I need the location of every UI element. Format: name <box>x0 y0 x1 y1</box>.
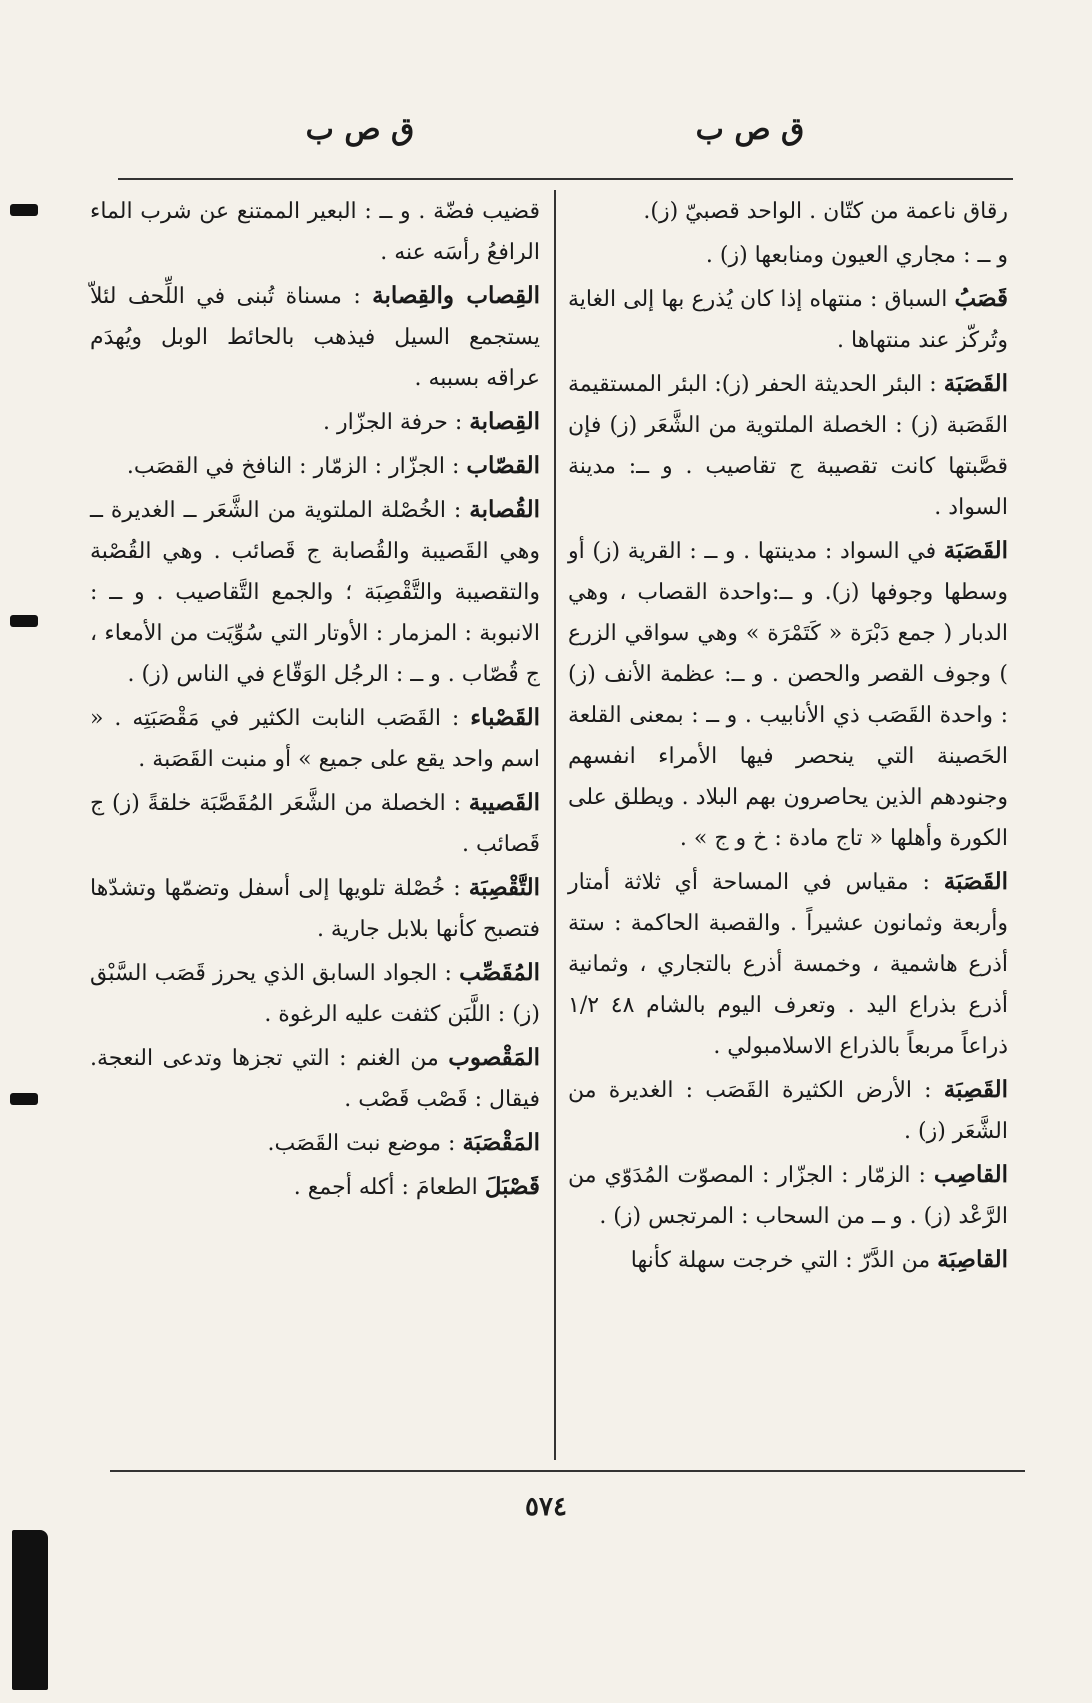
page-header <box>0 112 1092 162</box>
headword: القُصابة <box>469 496 540 523</box>
right-column <box>568 190 1008 1460</box>
entry <box>90 489 540 695</box>
headword: القَصيبة <box>468 789 540 816</box>
top-rule <box>118 178 1013 180</box>
headword: المُقَصِّب <box>459 959 540 986</box>
definition: : القَصَب النابت الكثير في مَقْصَبَتِه . « اسم واحد يقع على جميع » أو منبت القَصَبة . <box>90 706 540 772</box>
entry <box>90 1122 540 1164</box>
entry <box>90 782 540 865</box>
definition: : حرفة الجزّار . <box>322 410 470 435</box>
entry <box>568 363 1008 528</box>
bottom-rule <box>110 1470 1025 1472</box>
headword: التَّقْصِبَة <box>468 874 540 901</box>
entry <box>90 445 540 487</box>
entry <box>568 1154 1008 1237</box>
left-column <box>90 190 540 1460</box>
definition: : مقياس في المساحة أي ثلاثة أمتار وأربعة وثمانون عشيراً . والقصبة الحاكمة : ستة أذرع هاشمية ، وخمسة أذرع بالتجاري ، وثمانية أذرع بذراع اليد . وتعرف اليوم بالشام ٤٨ ١/٢ ذراعاً مربعاً بالذراع الاسلامبولي . <box>568 870 1008 1059</box>
headword: المَقْصوب <box>448 1044 540 1071</box>
thumb-index-mark <box>10 1093 38 1105</box>
definition: : الزمّار : الجزّار : المصوّت المُدَوّي من الرَّعْد (ز) . و ــ من السحاب : المرتجس (ز) . <box>568 1163 1008 1229</box>
headword: القَصِبَة <box>943 1076 1008 1103</box>
entry <box>568 234 1008 276</box>
entry <box>90 275 540 399</box>
definition: الطعامَ : أكله أجمع . <box>293 1175 485 1200</box>
headword: القاصِبَة <box>937 1246 1008 1273</box>
definition: السباق : منتهاه إذا كان يُذرع بها إلى الغاية وتُركّز عند منتهاها . <box>568 287 1008 353</box>
entry <box>90 697 540 780</box>
definition: من الغنم : التي تجزها وتدعى النعجة. فيقال : قَصْب قَصْب . <box>90 1046 540 1112</box>
definition: : خُصْلة تلويها إلى أسفل وتضمّها وتشدّها فتصبح كأنها بلابل جارية . <box>90 876 540 942</box>
binding-edge-mark <box>12 1530 48 1690</box>
header-root-right: ق ص ب <box>695 112 805 147</box>
headword: القاصِب <box>933 1161 1008 1188</box>
headword: القَصَبَة <box>943 868 1008 895</box>
headword: المَقْصَبَة <box>462 1129 540 1156</box>
definition: في السواد : مدينتها . و ــ : القرية (ز) أو وسطها وجوفها (ز). و ــ:واحدة القصاب ، وهي الدبار ( جمع دَبْرَة « كَتَمْرَة » وهي سواقي الزرع ) وجوف القصر والحصن . و ــ: عظمة الأنف (ز) : واحدة القَصَب ذي الأنابيب . و ــ : بمعنى القلعة الحَصينة التي ينحصر فيها الأمراء انفسهم وجنودهم الذين يحاصرون بهم البلاد . ويطلق على الكورة وأهلها « تاج مادة : خ و ج » . <box>568 539 1008 851</box>
definition: : الخُصْلة الملتوية من الشَّعَر ــ الغديرة ــ وهي القَصيبة والقُصابة ج قَصائب . وهي القُصْبة والتقصيبة والتَّقْصِبَة ؛ والجمع التَّقاصيب . و ــ : الانبوبة : المزمار : الأوتار التي سُوِّيَت من الأمعاء ، ج قُصّاب . و ــ : الرجُل الوَقّاع في الناس (ز) . <box>90 498 540 687</box>
definition: : الخصلة من الشَّعَر المُقَصَّبَة خلقةً (ز) ج قَصائب . <box>90 791 540 857</box>
entry <box>568 530 1008 859</box>
definition: : مسناة تُبنى في اللِّحف لئلاّ يستجمع السيل فيذهب بالحائط الوبل ويُهدَم عراقه بسببه . <box>90 284 540 391</box>
header-root-left: ق ص ب <box>305 112 415 147</box>
definition: من الدَّرّ : التي خرجت سهلة كأنها <box>630 1248 938 1273</box>
entry <box>90 867 540 950</box>
headword: قَصَبُ <box>954 285 1008 312</box>
headword: القصّاب <box>466 452 540 479</box>
definition: : الجزّار : الزمّار : النافخ في القصَب. <box>126 454 467 479</box>
definition: قضيب فضّة . و ــ : البعير الممتنع عن شرب الماء الرافعُ رأسَه عنه . <box>90 199 540 265</box>
headword: القِصاب والقِصابة <box>372 282 540 309</box>
entry <box>568 1069 1008 1152</box>
column-divider <box>554 190 556 1460</box>
definition: و ــ : مجاري العيون ومنابعها (ز) . <box>705 243 1008 268</box>
page-number: ٥٧٤ <box>525 1492 567 1522</box>
entry <box>90 401 540 443</box>
entry <box>568 278 1008 361</box>
definition: رقاق ناعمة من كتّان . الواحد قصبيّ (ز). <box>643 199 1008 224</box>
thumb-index-mark <box>10 204 38 216</box>
definition: : الأرض الكثيرة القَصَب : الغديرة من الشَّعَر (ز) . <box>568 1078 1008 1144</box>
headword: القَصَبَة <box>943 370 1008 397</box>
entry <box>568 1239 1008 1281</box>
entry <box>568 190 1008 232</box>
entry <box>90 190 540 273</box>
entry <box>90 1166 540 1208</box>
definition: : البئر الحديثة الحفر (ز): البئر المستقيمة القَصَبة (ز) : الخصلة الملتوية من الشَّعَر (ز) فإن قصَّبتها كانت تقصيبة ج تقاصيب . و ــ: مدينة السواد . <box>568 372 1008 520</box>
definition: : الجواد السابق الذي يحرز قَصَب السَّبْق (ز) : اللَّبَن كثفت عليه الرغوة . <box>90 961 540 1027</box>
thumb-index-mark <box>10 615 38 627</box>
entry <box>90 952 540 1035</box>
headword: القِصابة <box>469 408 540 435</box>
headword: القَصْباء <box>470 704 540 731</box>
entry <box>90 1037 540 1120</box>
definition: : موضع نبت القَصَب. <box>267 1131 463 1156</box>
headword: القَصَبَة <box>943 537 1008 564</box>
headword: قَصْبَلَ <box>484 1173 540 1200</box>
entry <box>568 861 1008 1067</box>
